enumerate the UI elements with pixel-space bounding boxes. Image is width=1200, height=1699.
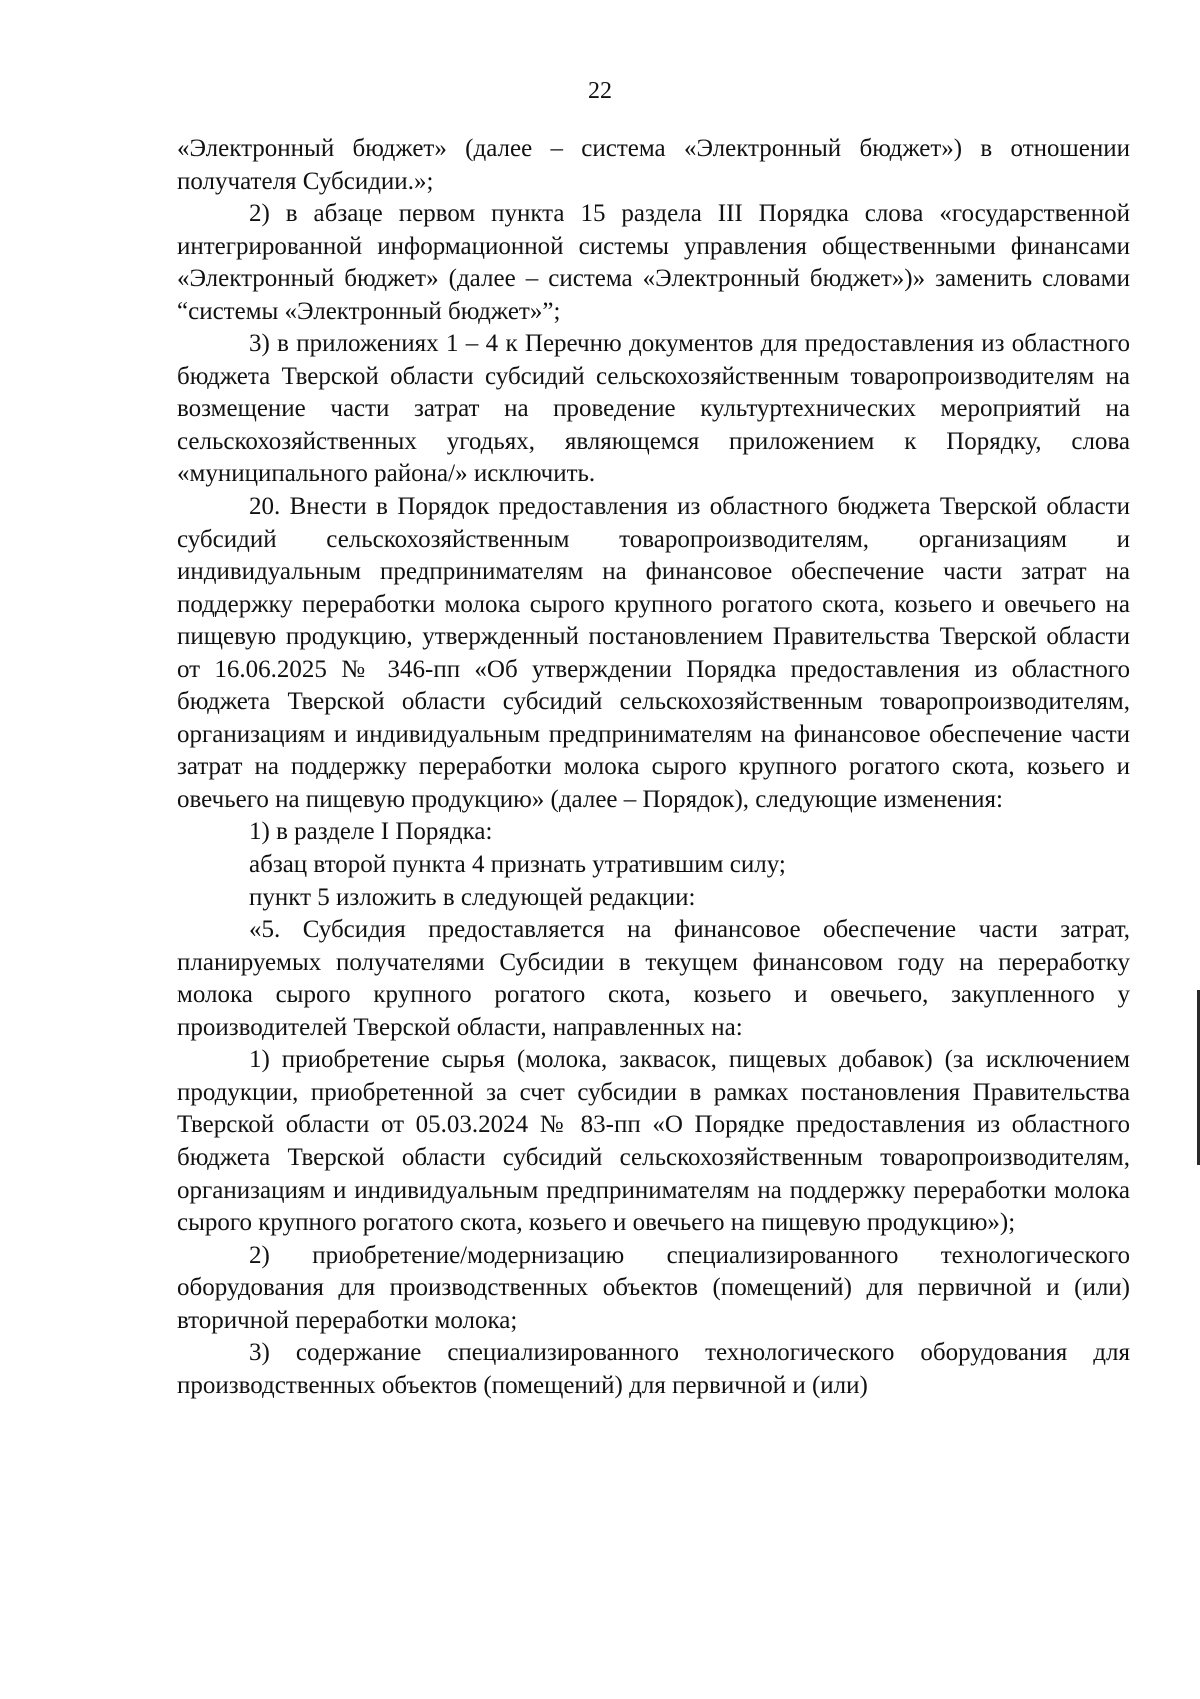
document-body: [177, 133, 1130, 1402]
paragraph-section-20: 20. Внести в Порядок предоставления из областного бюджета Тверской области субсидий сельскохозяйственным товаропроизводителям, организациям и индивидуальным предпринимателям на финансовое обеспечение части затрат на поддержку переработки молока сырого крупного рогатого скота, козьего и овечьего на пищевую продукцию, утвержденный постановлением Правительства Тверской области от 16.06.2025 № 346-пп «Об утверждении Порядка предоставления из областного бюджета Тверской области субсидий сельскохозяйственным товаропроизводителям, организациям и индивидуальным предпринимателям на финансовое обеспечение части затрат на поддержку переработки молока сырого крупного рогатого скота, козьего и овечьего на пищевую продукцию» (далее – Порядок), следующие изменения:: [177, 493, 1130, 813]
paragraph-continuation: «Электронный бюджет» (далее – система «Электронный бюджет») в отношении получателя Субсидии.»;: [177, 135, 1130, 195]
paragraph-item-3: 3) в приложениях 1 – 4 к Перечню документов для предоставления из областного бюджета Тверской области субсидий сельскохозяйственным товаропроизводителям на возмещение части затрат на проведение культуртехнических мероприятий на сельскохозяйственных угодьях, являющемся приложением к Порядку, слова «муниципального района/» исключить.: [177, 330, 1130, 488]
paragraph-sub-1: 1) приобретение сырья (молока, заквасок, пищевых добавок) (за исключением продукции, приобретенной за счет субсидии в рамках постановления Правительства Тверской области от 05.03.2024 № 83-пп «О Порядке предоставления из областного бюджета Тверской области субсидий сельскохозяйственным товаропроизводителям, организациям и индивидуальным предпринимателям на поддержку переработки молока сырого крупного рогатого скота, козьего и овечьего на пищевую продукцию»);: [177, 1046, 1130, 1237]
paragraph-abzac: абзац второй пункта 4 признать утратившим силу;: [249, 851, 786, 879]
paragraph-sub-3: 3) содержание специализированного технологического оборудования для производственных объектов (помещений) для первичной и (или): [177, 1339, 1130, 1399]
paragraph-item-1-section: 1) в разделе I Порядка:: [249, 818, 493, 846]
paragraph-item-2: 2) в абзаце первом пункта 15 раздела III Порядка слова «государственной интегрированной информационной системы управления общественными финансами «Электронный бюджет» (далее – система «Электронный бюджет»)» заменить словами “системы «Электронный бюджет»”;: [177, 200, 1130, 325]
page-number: 22: [588, 78, 612, 104]
paragraph-quote-5: «5. Субсидия предоставляется на финансовое обеспечение части затрат, планируемых получателями Субсидии в текущем финансовом году на переработку молока сырого крупного рогатого скота, козьего и овечьего, закупленного у производителей Тверской области, направленных на:: [177, 916, 1130, 1041]
paragraph-punkt-5: пункт 5 изложить в следующей редакции:: [249, 883, 696, 911]
paragraph-sub-2: 2) приобретение/модернизацию специализированного технологического оборудования для производственных объектов (помещений) для первичной и (или) вторичной переработки молока;: [177, 1241, 1130, 1334]
